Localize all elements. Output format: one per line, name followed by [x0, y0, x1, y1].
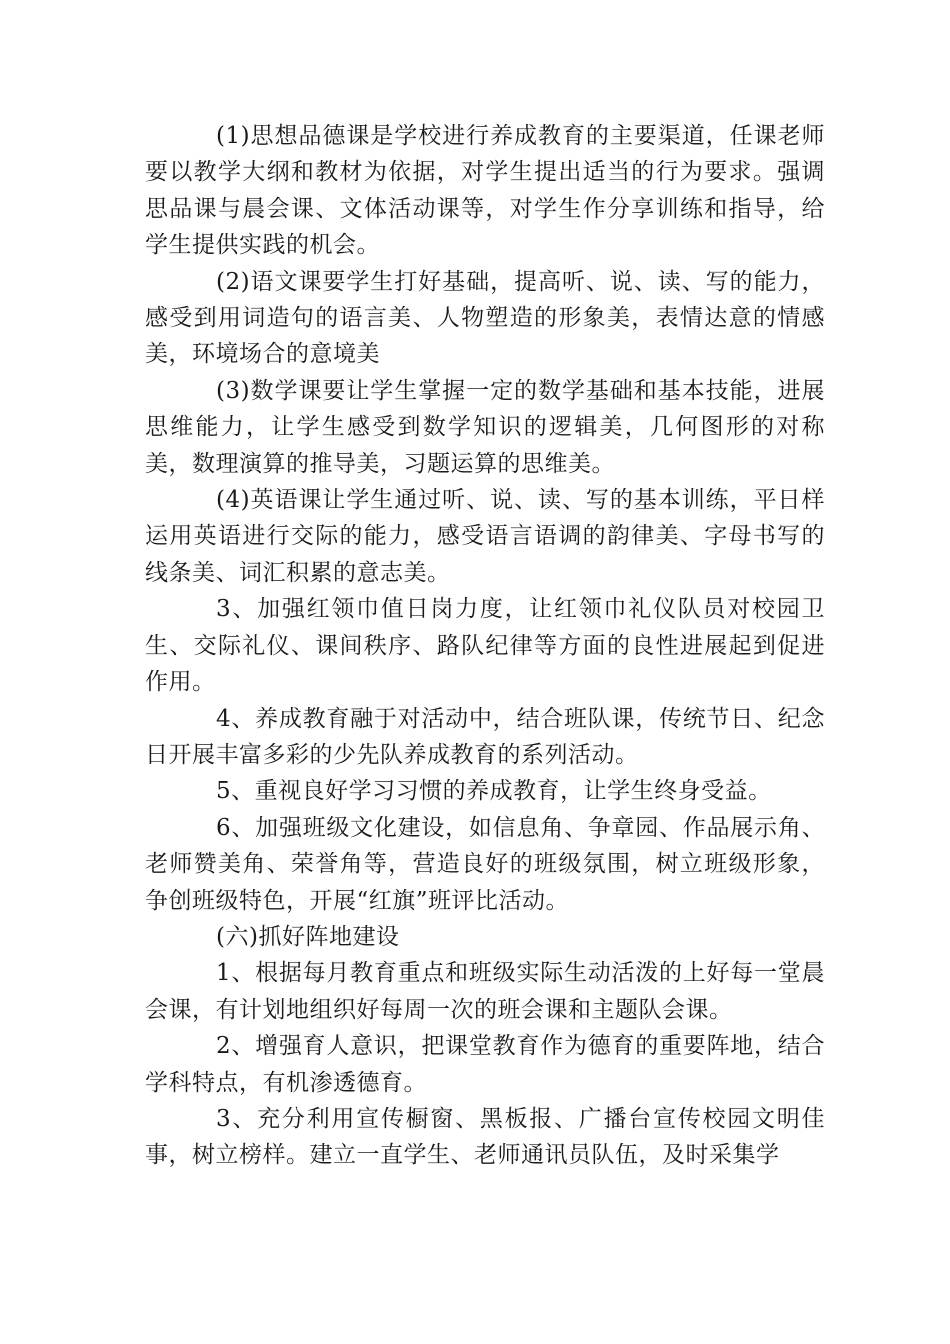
- paragraph-8: 6、加强班级文化建设，如信息角、争章园、作品展示角、老师赞美角、荣誉角等，营造良好的班级氛围，树立班级形象，争创班级特色，开展“红旗”班评比活动。: [145, 814, 825, 914]
- paragraph-3: (3)数学课要让学生掌握一定的数学基础和基本技能，进展思维能力，让学生感受到数学知识的逻辑美，几何图形的对称美，数理演算的推导美，习题运算的思维美。: [145, 377, 825, 477]
- paragraph-9: 1、根据每月教育重点和班级实际生动活泼的上好每一堂晨会课，有计划地组织好每周一次的班会课和主题队会课。: [145, 960, 825, 1023]
- paragraph-6: 4、养成教育融于对活动中，结合班队课，传统节日、纪念日开展丰富多彩的少先队养成教育的系列活动。: [145, 705, 825, 768]
- paragraph-10: 2、增强育人意识，把课堂教育作为德育的重要阵地，结合学科特点，有机渗透德育。: [145, 1033, 825, 1096]
- paragraph-5: 3、加强红领巾值日岗力度，让红领巾礼仪队员对校园卫生、交际礼仪、课间秩序、路队纪律等方面的良性进展起到促进作用。: [145, 596, 825, 696]
- paragraph-11: 3、充分利用宣传橱窗、黑板报、广播台宣传校园文明佳事，树立榜样。建立一直学生、老师通讯员队伍，及时采集学: [145, 1105, 825, 1169]
- section-heading: (六)抓好阵地建设: [216, 923, 400, 950]
- paragraph-1: (1)思想品德课是学校进行养成教育的主要渠道，任课老师要以教学大纲和教材为依据，对学生提出适当的行为要求。强调思品课与晨会课、文体活动课等，对学生作分享训练和指导，给学生提供实践的机会。: [145, 123, 825, 259]
- paragraph-4: (4)英语课让学生通过听、说、读、写的基本训练，平日样运用英语进行交际的能力，感受语言语调的韵律美、字母书写的线条美、词汇积累的意志美。: [145, 487, 825, 586]
- paragraph-7: 5、重视良好学习习惯的养成教育，让学生终身受益。: [216, 778, 772, 805]
- document-body: [145, 118, 825, 1174]
- paragraph-2: (2)语文课要学生打好基础，提高听、说、读、写的能力，感受到用词造句的语言美、人物塑造的形象美，表情达意的情感美，环境场合的意境美: [145, 268, 825, 368]
